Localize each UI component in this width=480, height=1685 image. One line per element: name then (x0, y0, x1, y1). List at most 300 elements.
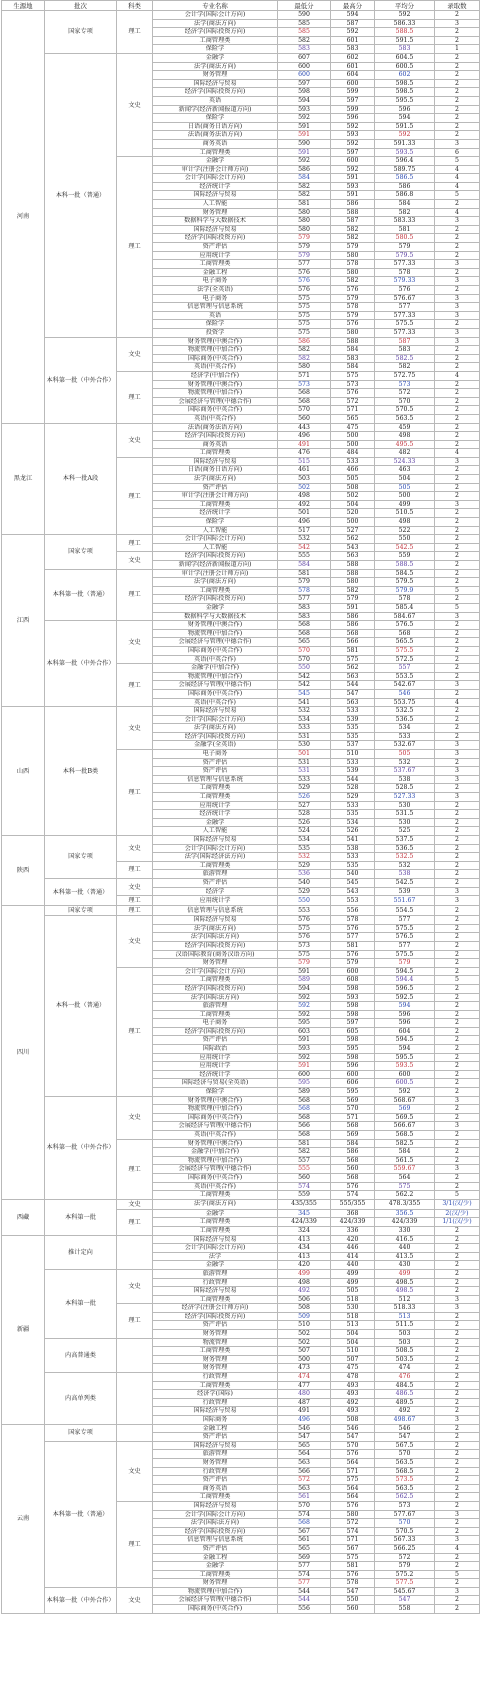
major-cell: 经济学(国际投资方向) (153, 432, 278, 441)
avg-score-cell: 568.67 (375, 1096, 435, 1105)
batch-cell: 本科一批（普通） (45, 53, 117, 337)
batch-cell: 本科一批B类 (45, 707, 117, 836)
min-score-cell: 553 (278, 906, 331, 916)
min-score-cell: 592 (278, 1002, 331, 1011)
major-cell: 金融学 (153, 1562, 278, 1571)
admitted-count-cell: 3 (435, 750, 480, 759)
max-score-cell: 575 (331, 371, 375, 380)
min-score-cell: 568 (278, 621, 331, 630)
category-cell: 文史 (117, 552, 153, 569)
major-cell: 国际经济与贸易 (153, 191, 278, 200)
min-score-cell: 545 (278, 689, 331, 698)
min-score-cell: 547 (278, 1433, 331, 1442)
min-score-cell: 591 (278, 122, 331, 131)
max-score-cell: 591 (331, 603, 375, 612)
major-cell: 人工智能 (153, 543, 278, 552)
header-cell: 平均分 (375, 1, 435, 11)
major-cell: 数据科学与大数据技术 (153, 612, 278, 621)
avg-score-cell: 586.5 (375, 174, 435, 183)
max-score-cell: 588 (331, 561, 375, 570)
major-cell: 经济学(国际投资方向) (153, 234, 278, 243)
min-score-cell: 535 (278, 844, 331, 853)
min-score-cell: 474 (278, 1373, 331, 1382)
major-cell: 法学(商法方向) (153, 924, 278, 933)
min-score-cell: 576 (278, 277, 331, 286)
avg-score-cell: 518.33 (375, 1304, 435, 1313)
avg-score-cell: 584.67 (375, 612, 435, 621)
avg-score-cell: 478.3/355 (375, 1199, 435, 1209)
major-cell: 财务管理(中澳合作) (153, 621, 278, 630)
admitted-count-cell: 2 (435, 105, 480, 114)
avg-score-cell: 596 (375, 1019, 435, 1028)
admitted-count-cell: 2 (435, 354, 480, 363)
major-cell: 人工智能 (153, 526, 278, 535)
avg-score-cell: 598.5 (375, 88, 435, 97)
min-score-cell: 607 (278, 53, 331, 62)
major-cell: 物流管理(中加合作) (153, 1105, 278, 1114)
admitted-count-cell: 2 (435, 320, 480, 329)
admitted-count-cell: 2 (435, 1364, 480, 1373)
avg-score-cell: 575.2 (375, 1570, 435, 1579)
avg-score-cell: 546 (375, 689, 435, 698)
major-cell: 财务管理 (153, 1458, 278, 1467)
max-score-cell: 576 (331, 1501, 375, 1510)
admitted-count-cell: 2 (435, 1139, 480, 1148)
avg-score-cell: 602 (375, 71, 435, 80)
batch-cell: 本科第一批（中外合作） (45, 1096, 117, 1199)
avg-score-cell: 576 (375, 286, 435, 295)
major-cell: 数据科学与大数据技术 (153, 217, 278, 226)
admitted-count-cell: 3 (435, 887, 480, 896)
major-cell: 经济学(国际投资方向) (153, 1527, 278, 1536)
min-score-cell: 579 (278, 251, 331, 260)
avg-score-cell: 592 (375, 11, 435, 20)
major-cell: 物流管理(中加合作) (153, 1587, 278, 1596)
table-row (2, 621, 480, 630)
max-score-cell: 575 (331, 1553, 375, 1562)
major-cell: 法学(商法方向) (153, 1199, 278, 1209)
min-score-cell: 498 (278, 1278, 331, 1287)
admitted-count-cell: 2 (435, 1398, 480, 1407)
admitted-count-cell: 2 (435, 71, 480, 80)
major-cell: 资产评估 (153, 1321, 278, 1330)
avg-score-cell: 565.5 (375, 638, 435, 647)
admitted-count-cell: 2 (435, 1019, 480, 1028)
avg-score-cell: 591.33 (375, 139, 435, 148)
admitted-count-cell: 2 (435, 286, 480, 295)
admitted-count-cell: 2 (435, 1002, 480, 1011)
max-score-cell: 562 (331, 664, 375, 673)
avg-score-cell: 573.5 (375, 1476, 435, 1485)
min-score-cell: 544 (278, 1587, 331, 1596)
major-cell: 行政管理 (153, 1278, 278, 1287)
avg-score-cell: 594 (375, 1045, 435, 1054)
category-cell: 理工 (117, 569, 153, 621)
min-score-cell: 487 (278, 1398, 331, 1407)
avg-score-cell: 559.67 (375, 1165, 435, 1174)
admitted-count-cell: 2 (435, 11, 480, 20)
admitted-count-cell: 3 (435, 741, 480, 750)
admitted-count-cell: 2 (435, 1424, 480, 1433)
max-score-cell: 560 (331, 1605, 375, 1614)
min-score-cell: 571 (278, 371, 331, 380)
major-cell: 法学(国际法方向) (153, 933, 278, 942)
admitted-count-cell: 2 (435, 629, 480, 638)
min-score-cell: 507 (278, 1347, 331, 1356)
min-score-cell: 584 (278, 561, 331, 570)
table-row (2, 423, 480, 432)
max-score-cell: 502 (331, 492, 375, 501)
max-score-cell: 504 (331, 1338, 375, 1347)
admitted-count-cell: 2 (435, 122, 480, 131)
admitted-count-cell: 2 (435, 1330, 480, 1339)
admitted-count-cell: 4 (435, 1544, 480, 1553)
category-cell: 文史 (117, 1269, 153, 1303)
max-score-cell: 576 (331, 286, 375, 295)
avg-score-cell: 330 (375, 1226, 435, 1235)
max-score-cell: 563 (331, 698, 375, 707)
min-score-cell: 561 (278, 1493, 331, 1502)
avg-score-cell: 583 (375, 346, 435, 355)
avg-score-cell: 592.5 (375, 993, 435, 1002)
max-score-cell: 505 (331, 475, 375, 484)
min-score-cell: 581 (278, 200, 331, 209)
min-score-cell: 565 (278, 1441, 331, 1450)
admitted-count-cell: 2 (435, 664, 480, 673)
admitted-count-cell: 3 (435, 1295, 480, 1304)
avg-score-cell: 586 (375, 182, 435, 191)
avg-score-cell: 532.67 (375, 741, 435, 750)
major-cell: 金融学 (153, 603, 278, 612)
major-cell: 国际政治 (153, 1045, 278, 1054)
max-score-cell: 598 (331, 984, 375, 993)
min-score-cell: 568 (278, 629, 331, 638)
major-cell: 工商管理类 (153, 1381, 278, 1390)
avg-score-cell: 503.5 (375, 1355, 435, 1364)
region-cell: 云南 (2, 1424, 45, 1613)
admitted-count-cell: 2 (435, 801, 480, 810)
major-cell: 财务管理(中澳合作) (153, 337, 278, 346)
avg-score-cell: 482 (375, 449, 435, 458)
admitted-count-cell: 2 (435, 1062, 480, 1071)
region-cell: 河南 (2, 11, 45, 424)
avg-score-cell: 416.5 (375, 1235, 435, 1244)
min-score-cell: 580 (278, 225, 331, 234)
table-row (2, 836, 480, 845)
max-score-cell: 533 (331, 758, 375, 767)
category-cell: 理工 (117, 1501, 153, 1587)
admitted-count-cell: 2 (435, 1501, 480, 1510)
min-score-cell: 568 (278, 1096, 331, 1105)
avg-score-cell: 532 (375, 758, 435, 767)
admitted-count-cell: 2 (435, 492, 480, 501)
admitted-count-cell: 2 (435, 916, 480, 925)
min-score-cell: 575 (278, 950, 331, 959)
min-score-cell: 534 (278, 836, 331, 845)
major-cell: 经济统计学 (153, 509, 278, 518)
table-row (2, 1373, 480, 1382)
table-row (2, 1441, 480, 1450)
avg-score-cell: 579.5 (375, 251, 435, 260)
min-score-cell: 524 (278, 827, 331, 836)
avg-score-cell: 600.5 (375, 62, 435, 71)
category-cell (117, 1373, 153, 1425)
avg-score-cell: 498 (375, 432, 435, 441)
major-cell: 会计学(国际会计方向) (153, 174, 278, 183)
avg-score-cell: 569 (375, 1105, 435, 1114)
min-score-cell: 531 (278, 767, 331, 776)
max-score-cell: 560 (331, 1165, 375, 1174)
admitted-count-cell: 2 (435, 96, 480, 105)
max-score-cell: 533 (331, 801, 375, 810)
min-score-cell: 434 (278, 1244, 331, 1253)
admitted-count-cell: 2 (435, 984, 480, 993)
admitted-count-cell: 2 (435, 1605, 480, 1614)
admitted-count-cell: 2 (435, 933, 480, 942)
batch-cell: 本科第一批（中外合作） (45, 621, 117, 707)
avg-score-cell: 551.67 (375, 896, 435, 906)
max-score-cell: 599 (331, 88, 375, 97)
avg-score-cell: 575.5 (375, 924, 435, 933)
admitted-count-cell: 3 (435, 1165, 480, 1174)
category-cell: 理工 (117, 11, 153, 54)
admitted-count-cell: 2 (435, 440, 480, 449)
major-cell: 旅游管理 (153, 1002, 278, 1011)
avg-score-cell: 583 (375, 45, 435, 54)
min-score-cell: 529 (278, 887, 331, 896)
avg-score-cell: 504 (375, 475, 435, 484)
admitted-count-cell: 2 (435, 225, 480, 234)
max-score-cell: 493 (331, 1381, 375, 1390)
category-cell: 文史 (117, 1441, 153, 1501)
avg-score-cell: 424/339 (375, 1218, 435, 1227)
admitted-count-cell: 2 (435, 28, 480, 37)
min-score-cell: 508 (278, 1304, 331, 1313)
major-cell: 金融学 (153, 157, 278, 166)
admitted-count-cell: 2 (435, 621, 480, 630)
region-cell: 四川 (2, 906, 45, 1200)
avg-score-cell: 584 (375, 1148, 435, 1157)
avg-score-cell: 356.5 (375, 1209, 435, 1218)
min-score-cell: 585 (278, 28, 331, 37)
min-score-cell: 572 (278, 1476, 331, 1485)
avg-score-cell: 430 (375, 1261, 435, 1270)
avg-score-cell: 592 (375, 1088, 435, 1097)
max-score-cell: 592 (331, 122, 375, 131)
max-score-cell: 582 (331, 234, 375, 243)
admitted-count-cell: 2 (435, 1252, 480, 1261)
major-cell: 国际商务 (153, 1416, 278, 1425)
admitted-count-cell: 2 (435, 1269, 480, 1278)
min-score-cell: 576 (278, 916, 331, 925)
admitted-count-cell: 3 (435, 139, 480, 148)
admitted-count-cell: 2 (435, 844, 480, 853)
header-cell: 录取数 (435, 1, 480, 11)
major-cell: 法学(商法方向) (153, 724, 278, 733)
min-score-cell: 532 (278, 707, 331, 716)
major-cell: 会展经济与管理(中德合作) (153, 638, 278, 647)
major-cell: 会展经济与管理(中德合作) (153, 1165, 278, 1174)
major-cell: 国际经济与贸易 (153, 836, 278, 845)
header-cell: 生源地 (2, 1, 45, 11)
max-score-cell: 586 (331, 1148, 375, 1157)
category-cell (117, 1338, 153, 1372)
max-score-cell: 508 (331, 1416, 375, 1425)
min-score-cell: 540 (278, 878, 331, 887)
major-cell: 财务管理 (153, 1355, 278, 1364)
category-cell: 理工 (117, 535, 153, 552)
major-cell: 电子商务 (153, 294, 278, 303)
avg-score-cell: 600.5 (375, 1079, 435, 1088)
max-score-cell: 576 (331, 320, 375, 329)
min-score-cell: 590 (278, 11, 331, 20)
avg-score-cell: 542.5 (375, 878, 435, 887)
avg-score-cell: 547 (375, 1433, 435, 1442)
category-cell: 理工 (117, 967, 153, 1096)
admitted-count-cell: 2 (435, 861, 480, 870)
avg-score-cell: 524.33 (375, 457, 435, 466)
max-score-cell: 587 (331, 19, 375, 28)
admitted-count-cell: 2 (435, 1261, 480, 1270)
avg-score-cell: 582 (375, 363, 435, 372)
avg-score-cell: 579 (375, 1562, 435, 1571)
major-cell: 法学(商法方向) (153, 578, 278, 587)
avg-score-cell: 579 (375, 959, 435, 968)
admitted-count-cell: 2 (435, 1156, 480, 1165)
avg-score-cell: 577 (375, 941, 435, 950)
major-cell: 旅游管理 (153, 1269, 278, 1278)
max-score-cell: 601 (331, 62, 375, 71)
admitted-count-cell: 2 (435, 1484, 480, 1493)
category-cell: 文史 (117, 707, 153, 750)
min-score-cell: 581 (278, 569, 331, 578)
min-score-cell: 576 (278, 286, 331, 295)
avg-score-cell: 545.67 (375, 1587, 435, 1596)
major-cell: 工商管理类 (153, 793, 278, 802)
major-cell: 工商管理类 (153, 500, 278, 509)
admitted-count-cell: 4 (435, 371, 480, 380)
avg-score-cell: 474 (375, 1364, 435, 1373)
max-score-cell: 600 (331, 157, 375, 166)
max-score-cell: 540 (331, 870, 375, 879)
avg-score-cell: 463 (375, 466, 435, 475)
max-score-cell: 544 (331, 775, 375, 784)
max-score-cell: 526 (331, 827, 375, 836)
min-score-cell: 567 (278, 1527, 331, 1536)
major-cell: 资产评估 (153, 878, 278, 887)
major-cell: 资产评估 (153, 1476, 278, 1485)
major-cell: 会展经济与管理(中德合作) (153, 397, 278, 406)
admitted-count-cell: 2 (435, 243, 480, 252)
avg-score-cell: 577 (375, 916, 435, 925)
max-score-cell: 507 (331, 1355, 375, 1364)
major-cell: 财务管理 (153, 1579, 278, 1588)
min-score-cell: 560 (278, 414, 331, 423)
min-score-cell: 498 (278, 492, 331, 501)
max-score-cell: 570 (331, 1441, 375, 1450)
max-score-cell: 446 (331, 1244, 375, 1253)
max-score-cell: 608 (331, 976, 375, 985)
admitted-count-cell: 2 (435, 1045, 480, 1054)
admitted-count-cell: 2 (435, 1027, 480, 1036)
max-score-cell: 563 (331, 672, 375, 681)
admitted-count-cell: 2 (435, 689, 480, 698)
min-score-cell: 573 (278, 941, 331, 950)
avg-score-cell: 503 (375, 1338, 435, 1347)
min-score-cell: 579 (278, 243, 331, 252)
avg-score-cell: 553.5 (375, 672, 435, 681)
avg-score-cell: 604 (375, 1027, 435, 1036)
avg-score-cell: 568.5 (375, 1467, 435, 1476)
avg-score-cell: 579.9 (375, 586, 435, 595)
min-score-cell: 576 (278, 933, 331, 942)
min-score-cell: 574 (278, 1510, 331, 1519)
category-cell: 理工 (117, 896, 153, 906)
major-cell: 财务管理 (153, 71, 278, 80)
min-score-cell: 324 (278, 1226, 331, 1235)
min-score-cell: 345 (278, 1209, 331, 1218)
major-cell: 信息管理与信息系统 (153, 775, 278, 784)
major-cell: 国际商务(中英合作) (153, 1173, 278, 1182)
admitted-count-cell: 2 (435, 836, 480, 845)
min-score-cell: 577 (278, 1579, 331, 1588)
max-score-cell: 414 (331, 1252, 375, 1261)
batch-cell: 本科第一批 (45, 1199, 117, 1235)
max-score-cell: 564 (331, 1484, 375, 1493)
major-cell: 金融学 (153, 53, 278, 62)
min-score-cell: 591 (278, 967, 331, 976)
admitted-count-cell: 3 (435, 217, 480, 226)
admitted-count-cell: 4 (435, 698, 480, 707)
major-cell: 会计学(国际会计方向) (153, 844, 278, 853)
region-cell: 新疆 (2, 1235, 45, 1424)
min-score-cell: 527 (278, 801, 331, 810)
max-score-cell: 579 (331, 311, 375, 320)
major-cell: 旅游管理 (153, 1450, 278, 1459)
admitted-count-cell: 2 (435, 1381, 480, 1390)
major-cell: 保险学 (153, 320, 278, 329)
admitted-count-cell: 2 (435, 509, 480, 518)
max-score-cell: 562 (331, 535, 375, 544)
category-cell: 文史 (117, 423, 153, 457)
category-cell: 理工 (117, 861, 153, 878)
max-score-cell: 572 (331, 1519, 375, 1528)
admitted-count-cell: 4 (435, 208, 480, 217)
min-score-cell: 580 (278, 208, 331, 217)
admitted-count-cell: 2 (435, 1433, 480, 1442)
min-score-cell: 590 (278, 139, 331, 148)
major-cell: 金融学 (153, 1209, 278, 1218)
min-score-cell: 600 (278, 62, 331, 71)
admitted-count-cell: 2 (435, 1493, 480, 1502)
major-cell: 信息管理与信息系统 (153, 1536, 278, 1545)
avg-score-cell: 542.67 (375, 681, 435, 690)
max-score-cell: 568 (331, 1173, 375, 1182)
avg-score-cell: 505 (375, 483, 435, 492)
avg-score-cell: 582 (375, 208, 435, 217)
avg-score-cell: 575.5 (375, 950, 435, 959)
major-cell: 工商管理类 (153, 1570, 278, 1579)
max-score-cell: 568 (331, 1122, 375, 1131)
min-score-cell: 501 (278, 509, 331, 518)
major-cell: 财务管理 (153, 959, 278, 968)
avg-score-cell: 596 (375, 105, 435, 114)
major-cell: 经济学(中加合作) (153, 371, 278, 380)
avg-score-cell: 570.5 (375, 1527, 435, 1536)
admitted-count-cell: 2 (435, 346, 480, 355)
major-cell: 电子商务 (153, 277, 278, 286)
major-cell: 英语(中英合作) (153, 1131, 278, 1140)
